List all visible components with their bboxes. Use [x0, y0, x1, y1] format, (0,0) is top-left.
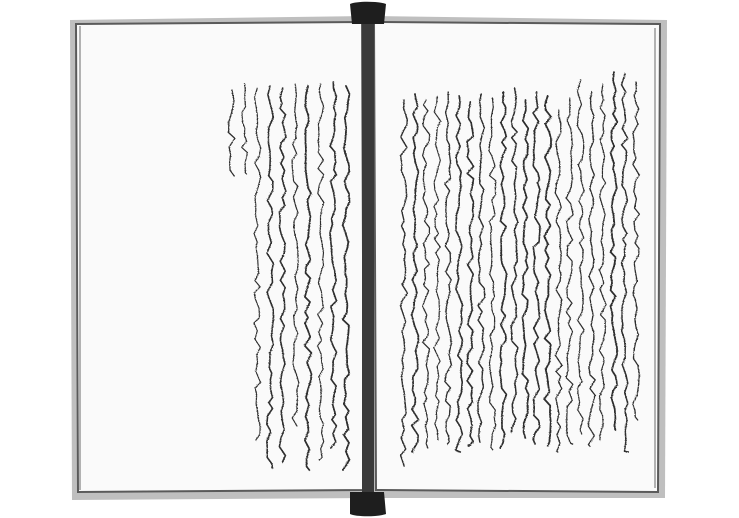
left-page	[76, 22, 364, 492]
